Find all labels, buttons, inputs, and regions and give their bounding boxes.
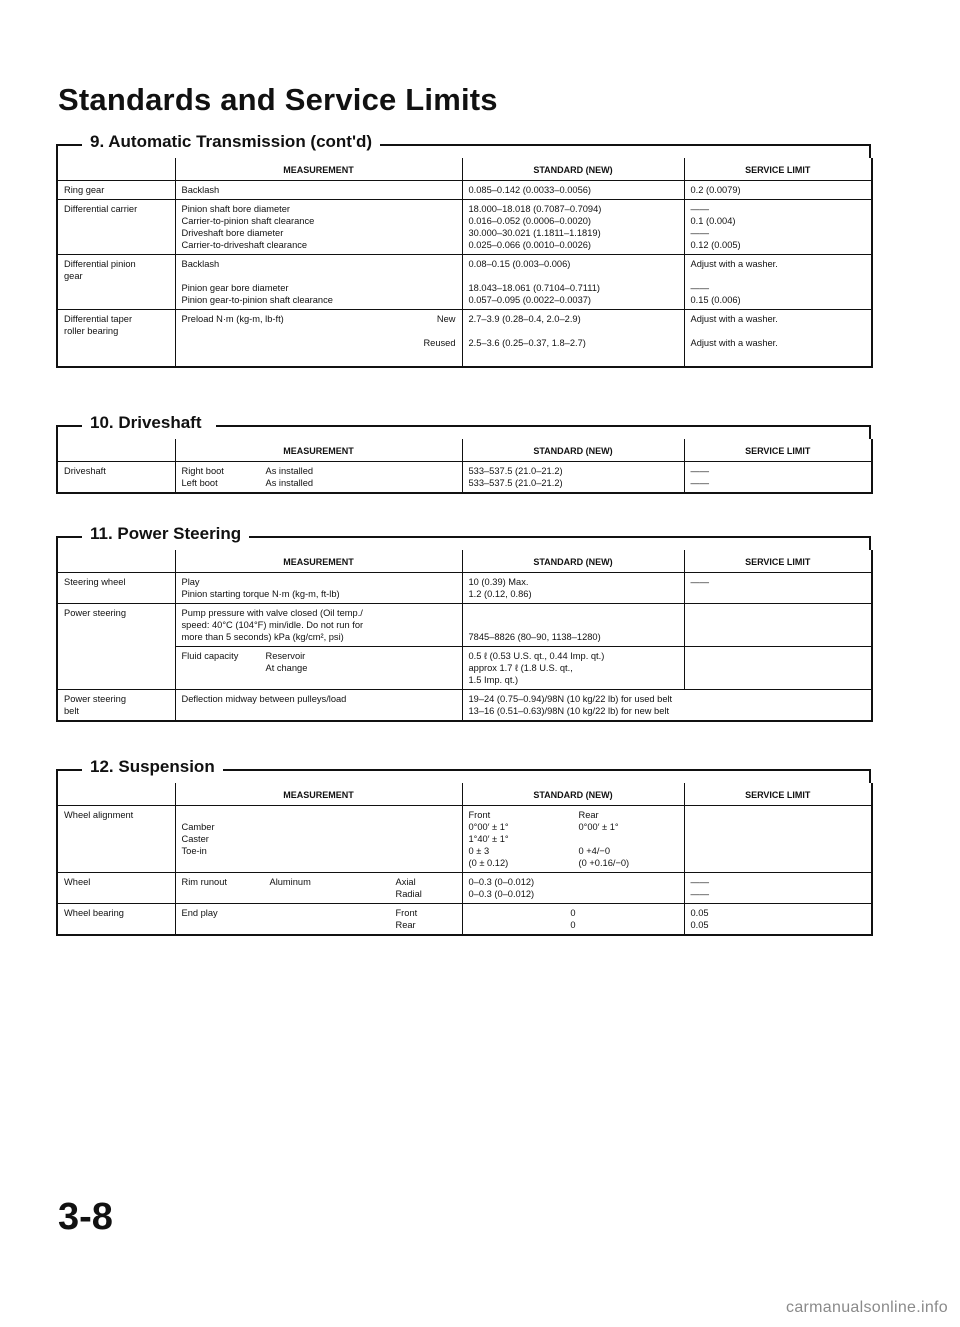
col-service: SERVICE LIMIT xyxy=(684,783,872,806)
section-power-steering xyxy=(56,524,871,722)
end-play-label: End play xyxy=(181,908,218,918)
header-rule-left xyxy=(56,769,82,771)
table-row xyxy=(57,873,872,904)
row-service xyxy=(684,310,872,368)
col-measurement: MEASUREMENT xyxy=(175,439,462,462)
row-measurement: Backlash xyxy=(175,181,462,200)
section-title: 10. Driveshaft xyxy=(90,413,210,433)
row-measurement: Backlash Pinion gear bore diameter Pinion gear-to-pinion shaft clearance xyxy=(175,255,462,310)
row-standard: 533–537.5 (21.0–21.2) 533–537.5 (21.0–21.2) xyxy=(462,462,684,494)
row-standard xyxy=(462,310,684,368)
header-tick-right xyxy=(869,144,871,158)
row-service: Adjust with a washer. —— 0.15 (0.006) xyxy=(684,255,872,310)
row-item: Differential pinion gear xyxy=(57,255,175,310)
row-service xyxy=(684,647,872,690)
row-service: 0.2 (0.0079) xyxy=(684,181,872,200)
reused-label: Reused xyxy=(423,338,456,348)
section-header xyxy=(56,757,871,783)
row-item: Differential carrier xyxy=(57,200,175,255)
row-service: —— —— xyxy=(684,873,872,904)
row-standard: 10 (0.39) Max. 1.2 (0.12, 0.86) xyxy=(462,573,684,604)
fluid-capacity-items: Reservoir At change xyxy=(265,651,308,673)
spec-table-at xyxy=(56,158,873,368)
preload-label: Preload N·m (kg-m, lb-ft) xyxy=(181,314,284,324)
section-header xyxy=(56,524,871,550)
section-title: 11. Power Steering xyxy=(90,524,249,544)
row-service: 0.05 0.05 xyxy=(690,908,709,930)
row-standard: 7845–8826 (80–90, 1138–1280) xyxy=(462,604,684,647)
spec-table-driveshaft xyxy=(56,439,873,494)
row-measurement xyxy=(175,873,462,904)
col-measurement: MEASUREMENT xyxy=(175,550,462,573)
col-service: SERVICE LIMIT xyxy=(684,158,872,181)
header-tick-right xyxy=(869,536,871,550)
row-standard xyxy=(462,806,684,873)
row-standard: 0.08–0.15 (0.003–0.006) 18.043–18.061 (0.7104–0.7111) 0.057–0.095 (0.0022–0.0037) xyxy=(462,255,684,310)
row-standard: 0.5 ℓ (0.53 U.S. qt., 0.44 Imp. qt.) approx 1.7 ℓ (1.8 U.S. qt., 1.5 Imp. qt.) xyxy=(462,647,684,690)
row-item: Wheel bearing xyxy=(57,904,175,936)
table-row xyxy=(57,310,872,368)
header-tick-left xyxy=(56,769,58,783)
header-rule-left xyxy=(56,144,82,146)
boot-labels: Right boot Left boot xyxy=(181,466,224,488)
col-item xyxy=(57,439,175,462)
row-service: —— xyxy=(684,573,872,604)
table-row xyxy=(57,604,872,647)
spec-table-power-steering xyxy=(56,550,873,722)
row-item: Wheel alignment xyxy=(57,806,175,873)
row-measurement: Camber Caster Toe-in xyxy=(175,806,462,873)
row-measurement xyxy=(175,462,462,494)
table-row xyxy=(57,200,872,255)
row-service: —— —— xyxy=(690,466,710,488)
row-service xyxy=(684,604,872,647)
col-service: SERVICE LIMIT xyxy=(684,439,872,462)
header-tick-left xyxy=(56,536,58,550)
row-standard: 0–0.3 (0–0.012) 0–0.3 (0–0.012) xyxy=(462,873,684,904)
row-item: Power steering xyxy=(57,604,175,690)
header-rule-left xyxy=(56,425,82,427)
row-measurement: Deflection midway between pulleys/load xyxy=(175,690,462,722)
table-row xyxy=(57,181,872,200)
table-row xyxy=(57,647,872,690)
col-standard: STANDARD (NEW) xyxy=(462,439,684,462)
header-tick-right xyxy=(869,769,871,783)
section-header xyxy=(56,413,871,439)
watermark: carmanualsonline.info xyxy=(786,1299,948,1316)
row-standard: 19–24 (0.75–0.94)/98N (10 kg/22 lb) for used belt 13–16 (0.51–0.63)/98N (10 kg/22 lb) for new belt xyxy=(468,694,673,716)
col-item xyxy=(57,550,175,573)
rim-runout-label: Rim runout xyxy=(181,877,227,887)
row-measurement xyxy=(175,647,462,690)
service-new: Adjust with a washer. xyxy=(690,314,778,324)
header-tick-right xyxy=(869,425,871,439)
row-standard: 0.085–0.142 (0.0033–0.0056) xyxy=(462,181,684,200)
section-suspension xyxy=(56,757,871,936)
header-rule xyxy=(246,536,871,538)
section-title: 9. Automatic Transmission (cont'd) xyxy=(90,132,380,152)
standard-reused: 2.5–3.6 (0.25–0.37, 1.8–2.7) xyxy=(468,338,586,348)
row-measurement xyxy=(175,904,462,936)
new-label: New xyxy=(436,314,456,324)
row-item: Driveshaft xyxy=(57,462,175,494)
front-rear-label: Front Rear xyxy=(395,908,418,930)
header-rule xyxy=(356,144,871,146)
col-item xyxy=(57,783,175,806)
col-standard: STANDARD (NEW) xyxy=(462,783,684,806)
header-rule xyxy=(204,769,871,771)
section-header xyxy=(56,132,871,158)
fluid-capacity-label: Fluid capacity xyxy=(181,651,239,661)
row-measurement: Play Pinion starting torque N·m (kg-m, ft-lb) xyxy=(175,573,462,604)
row-standard: 18.000–18.018 (0.7087–0.7094) 0.016–0.052 (0.0006–0.0020) 30.000–30.021 (1.1811–1.1819) 0.025–0.066 (0.0010–0.0026) xyxy=(462,200,684,255)
header-tick-left xyxy=(56,425,58,439)
alignment-rear: Rear 0°00′ ± 1° 0 +4/−0 (0 +0.16/−0) xyxy=(578,810,630,868)
header-rule-left xyxy=(56,536,82,538)
row-service xyxy=(684,806,872,873)
col-standard: STANDARD (NEW) xyxy=(462,550,684,573)
service-reused: Adjust with a washer. xyxy=(690,338,778,348)
row-item: Differential taper roller bearing xyxy=(57,310,175,368)
table-row xyxy=(57,255,872,310)
row-standard: 0 0 xyxy=(462,904,684,936)
alignment-front: Front 0°00′ ± 1° 1°40′ ± 1° 0 ± 3 (0 ± 0.12) xyxy=(468,810,509,868)
table-row xyxy=(57,806,872,873)
row-measurement xyxy=(175,310,462,368)
table-row xyxy=(57,690,872,722)
col-item xyxy=(57,158,175,181)
row-measurement: Pinion shaft bore diameter Carrier-to-pinion shaft clearance Driveshaft bore diameter Carrier-to-driveshaft clearance xyxy=(175,200,462,255)
header-rule xyxy=(216,425,871,427)
section-driveshaft xyxy=(56,413,871,494)
row-item: Wheel xyxy=(57,873,175,904)
page-number: 3-8 xyxy=(58,1196,113,1238)
section-automatic-transmission xyxy=(56,132,871,368)
table-row xyxy=(57,904,872,936)
col-measurement: MEASUREMENT xyxy=(175,783,462,806)
spec-table-suspension xyxy=(56,783,873,936)
page-title: Standards and Service Limits xyxy=(58,82,498,117)
row-service: —— 0.1 (0.004) —— 0.12 (0.005) xyxy=(684,200,872,255)
aluminum-label: Aluminum xyxy=(269,877,311,887)
axial-radial-label: Axial Radial xyxy=(395,877,422,899)
row-measurement: Pump pressure with valve closed (Oil temp./ speed: 40°C (104°F) min/idle. Do not run for more than 5 seconds) kPa (kg/cm², psi) xyxy=(175,604,462,647)
standard-new: 2.7–3.9 (0.28–0.4, 2.0–2.9) xyxy=(468,314,581,324)
table-row xyxy=(57,462,872,494)
section-title: 12. Suspension xyxy=(90,757,223,777)
row-item: Power steering belt xyxy=(57,690,175,722)
row-item: Steering wheel xyxy=(57,573,175,604)
col-measurement: MEASUREMENT xyxy=(175,158,462,181)
boot-conditions: As installed As installed xyxy=(265,466,314,488)
col-service: SERVICE LIMIT xyxy=(684,550,872,573)
header-tick-left xyxy=(56,144,58,158)
row-item: Ring gear xyxy=(57,181,175,200)
col-standard: STANDARD (NEW) xyxy=(462,158,684,181)
table-row xyxy=(57,573,872,604)
